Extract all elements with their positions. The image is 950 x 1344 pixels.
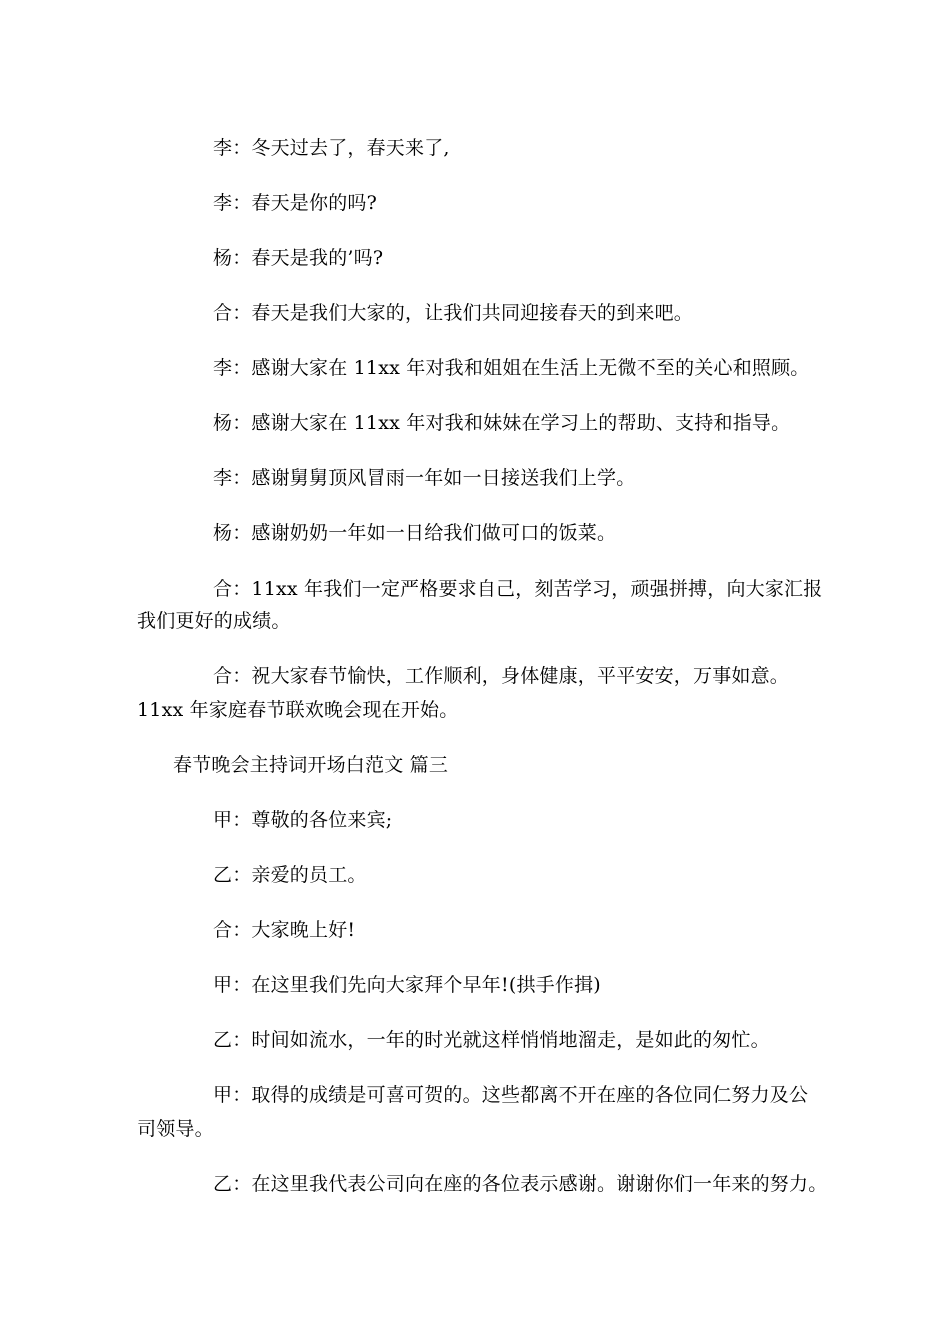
- dialogue-line: 乙：亲爱的员工。: [213, 864, 367, 886]
- dialogue-line-continuation: 我们更好的成绩。: [137, 610, 291, 632]
- dialogue-line: 杨：感谢大家在 11xx 年对我和妹妹在学习上的帮助、支持和指导。: [213, 412, 791, 434]
- dialogue-line: 乙：时间如流水，一年的时光就这样悄悄地溜走，是如此的匆忙。: [213, 1029, 770, 1051]
- dialogue-line: 合：大家晚上好!: [213, 919, 356, 941]
- dialogue-line: 李：感谢舅舅顶风冒雨一年如一日接送我们上学。: [213, 467, 636, 489]
- dialogue-line: 甲：在这里我们先向大家拜个早年!(拱手作揖): [213, 974, 601, 996]
- dialogue-line-continuation: 司领导。: [137, 1118, 214, 1140]
- dialogue-line-continuation: 11xx 年家庭春节联欢晚会现在开始。: [137, 699, 459, 721]
- dialogue-line: 杨：春天是我的’吗?: [213, 247, 384, 269]
- dialogue-line: 李：春天是你的吗?: [213, 192, 377, 214]
- dialogue-line: 甲：尊敬的各位来宾;: [213, 809, 393, 831]
- dialogue-line: 甲：取得的成绩是可喜可贺的。这些都离不开在座的各位同仁努力及公: [213, 1084, 809, 1106]
- dialogue-line: 乙：在这里我代表公司向在座的各位表示感谢。谢谢你们一年来的努力。: [213, 1173, 828, 1195]
- dialogue-line: 杨：感谢奶奶一年如一日给我们做可口的饭菜。: [213, 522, 617, 544]
- dialogue-line: 合：11xx 年我们一定严格要求自己，刻苦学习，顽强拼搏，向大家汇报: [213, 578, 823, 600]
- dialogue-line: 合：春天是我们大家的，让我们共同迎接春天的到来吧。: [213, 302, 694, 324]
- section-heading: 春节晚会主持词开场白范文 篇三: [173, 754, 449, 776]
- dialogue-line: 李：冬天过去了，春天来了,: [213, 137, 450, 159]
- dialogue-line: 合：祝大家春节愉快，工作顺利，身体健康，平平安安，万事如意。: [213, 665, 790, 687]
- dialogue-line: 李：感谢大家在 11xx 年对我和姐姐在生活上无微不至的关心和照顾。: [213, 357, 810, 379]
